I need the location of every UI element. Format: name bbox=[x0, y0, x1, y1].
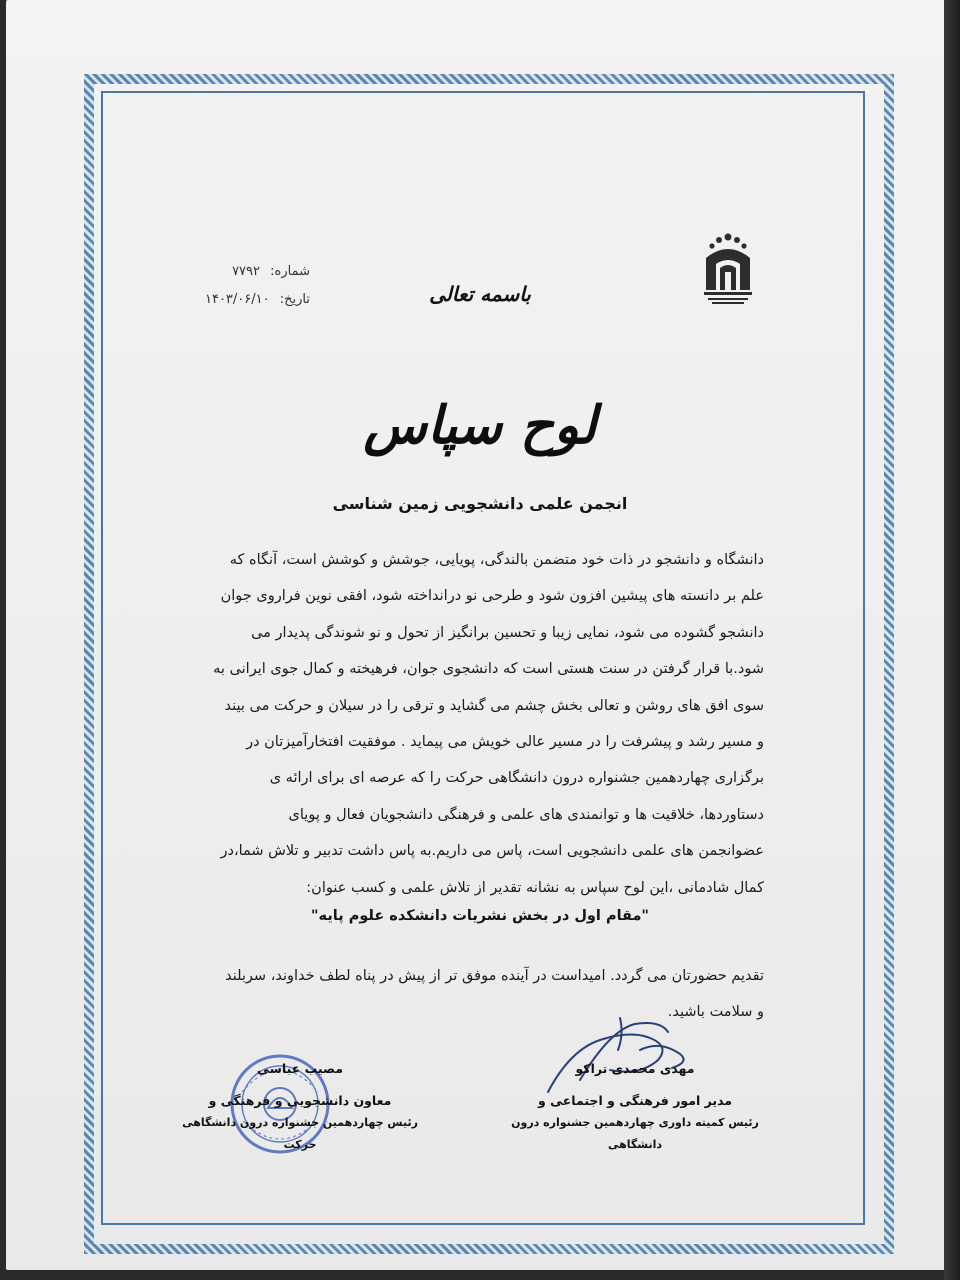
certificate-body bbox=[184, 542, 764, 906]
certificate-title: لوح سپاس bbox=[363, 395, 597, 456]
award-title: "مقام اول در بخش نشریات دانشکده علوم پایه" bbox=[310, 908, 649, 924]
closing-line: و سلامت باشید. bbox=[667, 1004, 764, 1020]
background-shadow bbox=[944, 0, 960, 1280]
signatory-left-title: معاون دانشجویی و فرهنگی و bbox=[208, 1093, 392, 1108]
body-line: برگزاری چهاردهمین جشنواره درون دانشگاهی حرکت را که عرصه ای برای ارائه ی bbox=[269, 770, 764, 787]
signatory-right-name: مهدی محمدی تراکو bbox=[575, 1061, 695, 1076]
body-line: علم بر دانسته های پیشین افزون شود و طرحی نو درانداخته شود، افقی نوین فراروی جوان bbox=[220, 588, 764, 605]
date-row bbox=[160, 286, 310, 314]
number-value: ۷۷۹۲ bbox=[232, 264, 261, 279]
signatory-right-title: مدیر امور فرهنگی و اجتماعی و bbox=[537, 1093, 733, 1108]
recipient-name: انجمن علمی دانشجویی زمین شناسی bbox=[332, 494, 628, 513]
date-value: ۱۴۰۳/۰۶/۱۰ bbox=[204, 292, 270, 307]
number-label: شماره: bbox=[270, 264, 310, 279]
date-label: تاریخ: bbox=[279, 292, 310, 307]
signatory-right bbox=[500, 1058, 770, 1156]
body-line: دانشگاه و دانشجو در ذات خود متضمن بالندگی، پویایی، جوشش و کوشش است، آنگاه که bbox=[229, 552, 764, 568]
body-line: سوی افق های روشن و تعالی بخش چشم می گشاید و ترقی را در سیلان و حرکت می بیند bbox=[224, 697, 764, 714]
body-line: دانشجو گشوده می شود، نمایی زیبا و تحسین برانگیز از تحول و نو شوندگی پدیدار می bbox=[251, 624, 764, 641]
signatory-left bbox=[170, 1058, 430, 1156]
body-line: کمال شادمانی ،این لوح سپاس به نشانه تقدیر از تلاش علمی و کسب عنوان: bbox=[306, 879, 764, 896]
signatory-left-subtitle: رئیس چهاردهمین جشنواره درون دانشگاهی حرکت bbox=[182, 1116, 418, 1151]
signatory-left-name: مصیب عباسی bbox=[256, 1061, 344, 1076]
reference-info bbox=[160, 258, 310, 314]
university-logo-icon bbox=[700, 232, 756, 308]
body-line: عضوانجمن های علمی دانشجویی است، پاس می داریم.به پاس داشت تدبیر و تلاش شما،در bbox=[220, 843, 764, 860]
signatory-right-subtitle: رئیس کمیته داوری چهاردهمین جشنواره درون دانشگاهی bbox=[511, 1116, 759, 1151]
body-line: و مسیر رشد و پیشرفت را در مسیر عالی خویش می پیماید . موفقیت افتخارآمیزتان در bbox=[246, 734, 764, 751]
basmala: باسمه تعالی bbox=[429, 282, 531, 306]
closing-line: تقدیم حضورتان می گردد. امیداست در آینده موفق تر از پیش در پناه لطف خداوند، سربلند bbox=[225, 968, 764, 984]
body-line: شود.با قرار گرفتن در سنت هستی است که دانشجوی جوان، فرهیخته و کمال جوی ایرانی به bbox=[213, 661, 764, 678]
number-row bbox=[160, 258, 310, 286]
body-line: دستاوردها، خلاقیت ها و توانمندی های علمی و فرهنگی دانشجویان فعال و پویای bbox=[288, 806, 764, 823]
